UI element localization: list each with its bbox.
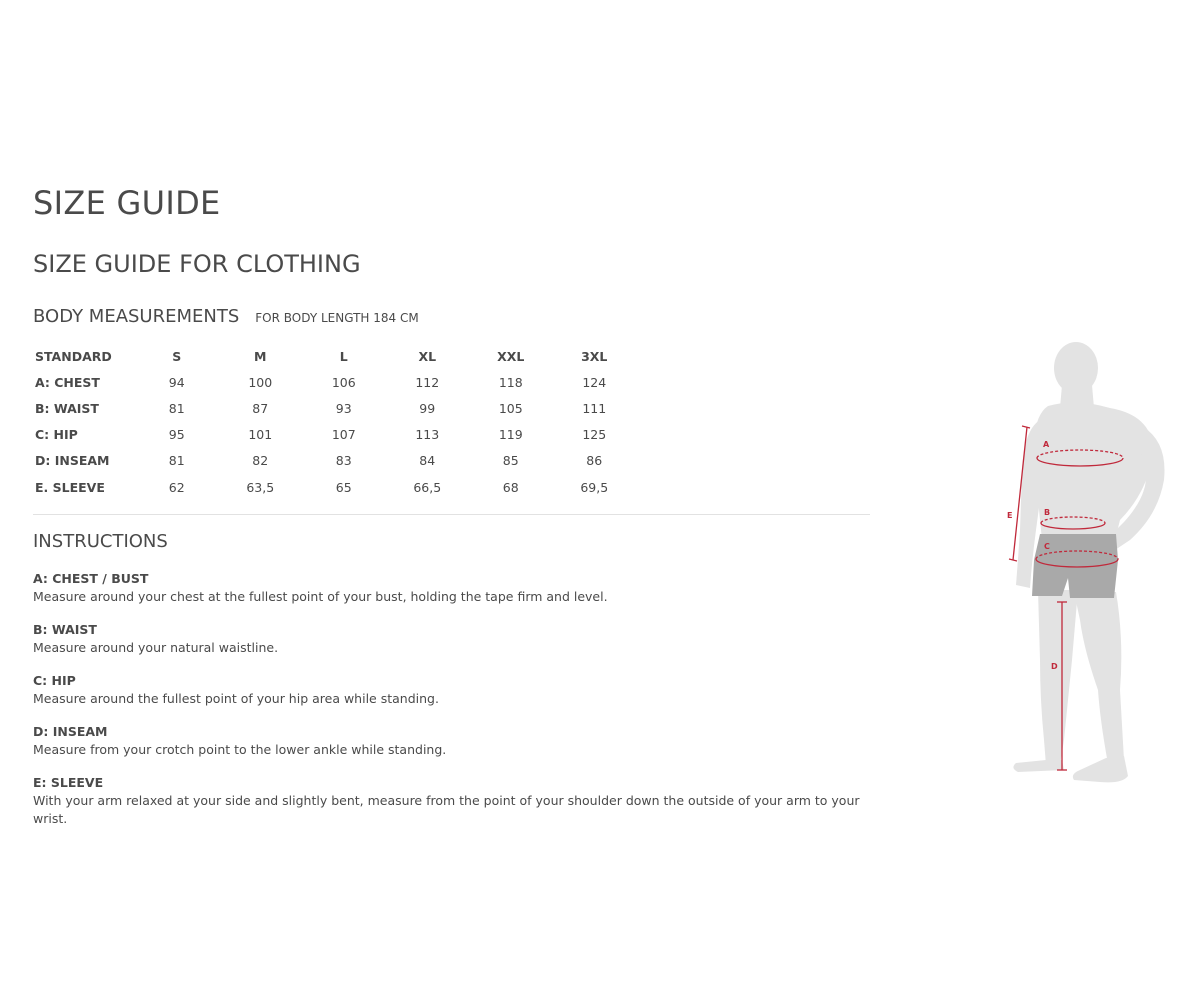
instruction-text: With your arm relaxed at your side and slightly bent, measure from the point of your shoulder down the outside of your arm to your wrist. [33, 793, 860, 826]
table-row-inseam [33, 448, 636, 474]
table-cell: 87 [252, 400, 269, 416]
table-cell: 112 [415, 374, 440, 390]
table-cell: 125 [582, 427, 607, 443]
label-a: A [1043, 440, 1050, 449]
table-cell: 81 [168, 400, 185, 416]
table-cell: 83 [335, 453, 352, 469]
page-title: SIZE GUIDE [33, 184, 221, 222]
table-row-waist [33, 395, 636, 421]
column-header-standard: STANDARD [35, 348, 112, 364]
instructions-list [33, 571, 873, 826]
column-header-m: M [254, 348, 267, 364]
instruction-title: B: WAIST [33, 622, 97, 637]
table-cell: 100 [248, 374, 273, 390]
instruction-title: A: CHEST / BUST [33, 571, 149, 586]
instruction-chest [33, 571, 873, 622]
table-cell: 93 [335, 400, 352, 416]
table-row-hip [33, 422, 636, 448]
column-header-s: S [172, 348, 182, 364]
table-cell: 111 [582, 400, 607, 416]
size-table [33, 343, 636, 500]
instruction-title: C: HIP [33, 673, 76, 688]
table-cell: 105 [498, 400, 523, 416]
instruction-text: Measure around your natural waistline. [33, 640, 279, 655]
table-cell: 99 [419, 400, 436, 416]
table-cell: 85 [502, 453, 519, 469]
instruction-inseam [33, 724, 873, 775]
row-label: C: HIP [35, 427, 78, 443]
table-row-sleeve [33, 474, 636, 500]
table-cell: 106 [331, 374, 356, 390]
label-b: B [1044, 508, 1051, 517]
row-label: D: INSEAM [35, 453, 110, 469]
table-cell: 82 [252, 453, 269, 469]
instructions-heading: INSTRUCTIONS [33, 531, 168, 552]
instruction-text: Measure from your crotch point to the lower ankle while standing. [33, 742, 447, 757]
row-label: B: WAIST [35, 400, 99, 416]
column-header-xl: XL [418, 348, 437, 364]
table-cell: 68 [502, 479, 519, 495]
instruction-title: D: INSEAM [33, 724, 108, 739]
table-cell: 63,5 [246, 479, 275, 495]
row-label: A: CHEST [35, 374, 100, 390]
instruction-waist [33, 622, 873, 673]
table-cell: 69,5 [580, 479, 609, 495]
instruction-text: Measure around your chest at the fullest point of your bust, holding the tape firm and level. [33, 589, 608, 604]
instruction-hip [33, 673, 873, 724]
table-cell: 95 [168, 427, 185, 443]
table-cell: 94 [168, 374, 185, 390]
body-length-note: FOR BODY LENGTH 184 CM [255, 311, 419, 325]
label-d: D [1051, 662, 1058, 671]
body-measurements-heading [33, 306, 419, 327]
table-cell: 118 [498, 374, 523, 390]
label-e: E [1007, 511, 1013, 520]
instruction-sleeve [33, 775, 873, 826]
table-cell: 124 [582, 374, 607, 390]
page-subtitle: SIZE GUIDE FOR CLOTHING [33, 250, 361, 278]
label-c: C [1044, 542, 1050, 551]
table-cell: 107 [331, 427, 356, 443]
table-cell: 65 [335, 479, 352, 495]
section-divider [33, 514, 870, 515]
row-label: E. SLEEVE [35, 479, 105, 495]
instruction-text: Measure around the fullest point of your hip area while standing. [33, 691, 439, 706]
table-cell: 84 [419, 453, 436, 469]
table-cell: 62 [168, 479, 185, 495]
table-cell: 113 [415, 427, 440, 443]
table-cell: 119 [498, 427, 523, 443]
table-row-chest [33, 369, 636, 395]
column-header-l: L [339, 348, 348, 364]
body-measurement-figure [990, 340, 1180, 790]
table-cell: 86 [586, 453, 603, 469]
table-cell: 66,5 [413, 479, 442, 495]
mannequin-illustration [990, 340, 1180, 790]
table-header-row [33, 343, 636, 369]
table-cell: 81 [168, 453, 185, 469]
column-header-xxl: XXL [497, 348, 525, 364]
instruction-title: E: SLEEVE [33, 775, 104, 790]
column-header-3xl: 3XL [581, 348, 608, 364]
body-measurements-title: BODY MEASUREMENTS [33, 306, 240, 327]
table-cell: 101 [248, 427, 273, 443]
